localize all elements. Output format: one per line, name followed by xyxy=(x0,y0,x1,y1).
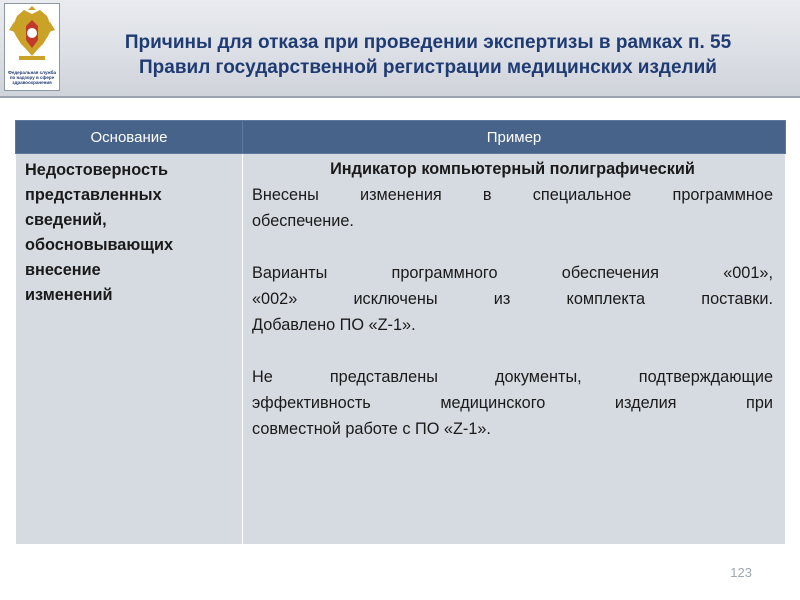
example-paragraph-1: Внесены изменения в специальное программное обеспечение. xyxy=(252,186,773,230)
example-paragraph-2: Варианты программного обеспечения «001», «002» исключены из комплекта поставки. Добавлено ПО «Z-1». xyxy=(252,264,773,334)
reasons-table xyxy=(15,120,786,545)
title-line-1: Причины для отказа при проведении экспертизы в рамках п. 55 xyxy=(124,32,732,53)
column-header-basis: Основание xyxy=(16,121,243,154)
basis-cell: Недостоверность представленных сведений, обосновывающих внесение изменений xyxy=(16,154,243,545)
table-header-row xyxy=(16,121,786,154)
logo-caption: Федеральная служба по надзору в сфере здравоохранения xyxy=(7,70,56,85)
double-headed-eagle-icon xyxy=(9,6,55,68)
agency-logo xyxy=(4,3,60,91)
example-paragraph-3: Не представлены документы, подтверждающие эффективность медицинского изделия при совместной работе с ПО «Z-1». xyxy=(252,368,773,438)
page-number: 123 xyxy=(730,565,752,580)
table-row xyxy=(16,154,786,545)
slide-title xyxy=(70,30,786,80)
slide-header xyxy=(0,0,800,98)
title-line-2: Правил государственной регистрации медицинских изделий xyxy=(139,57,717,78)
example-cell xyxy=(243,154,786,545)
device-name: Индикатор компьютерный полиграфический xyxy=(330,160,695,178)
column-header-example: Пример xyxy=(243,121,786,154)
